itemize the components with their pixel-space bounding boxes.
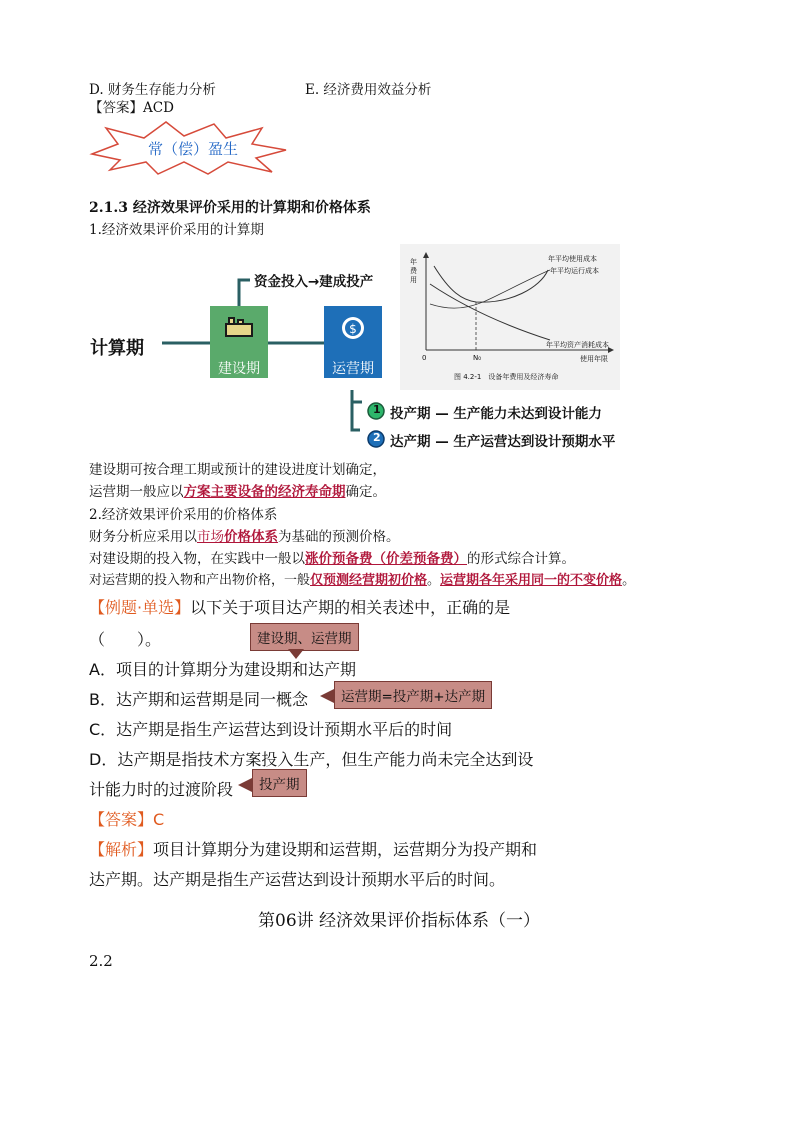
para-5: 对运营期的投入物和产出物价格，一般仅预测经营期初价格。运营期各年采用同一的不变价格。	[89, 573, 636, 588]
subheading-1: 1.经济效果评价采用的计算期	[89, 222, 264, 238]
para-2: 运营期一般应以方案主要设备的经济寿命期确定。	[89, 484, 386, 500]
answer-line: 【答案】ACD	[89, 100, 174, 116]
next-section: 2.2	[89, 952, 113, 970]
invest-label: 资金投入→建成投产	[254, 274, 374, 290]
badge-1-number: 1	[373, 403, 381, 416]
lecture-title: 第06讲 经济效果评价指标体系（一）	[258, 911, 541, 931]
question-stem: 【例题·单选】以下关于项目达产期的相关表述中，正确的是	[89, 598, 511, 617]
para-3: 财务分析应采用以市场价格体系为基础的预测价格。	[89, 529, 400, 545]
note-d-callout: 投产期	[252, 769, 307, 797]
note-b-tail	[320, 689, 334, 703]
cost-life-graph: 年费用 0 N₀ 使用年限 年平均使用成本 年平均运行成本 年平均资产消耗成本 图 4.2-1 设备年费用及经济寿命	[400, 244, 620, 390]
badge-starburst	[88, 120, 288, 176]
question-answer: 【答案】C	[89, 810, 165, 829]
option-d: D. 财务生存能力分析	[89, 82, 216, 98]
option-a: A．项目的计算期分为建设期和达产期	[89, 660, 356, 679]
note-a-callout: 建设期、运营期	[250, 623, 359, 651]
note-d-tail	[238, 778, 252, 792]
option-e: E. 经济费用效益分析	[305, 82, 432, 98]
subheading-2: 2.经济效果评价采用的价格体系	[89, 507, 278, 523]
note-a-tail	[288, 649, 304, 659]
para-1: 建设期可按合理工期或预计的建设进度计划确定，	[89, 462, 386, 478]
option-b: B．达产期和运营期是同一概念	[89, 690, 308, 709]
item-1-text: 投产期 — 生产能力未达到设计能力	[390, 406, 602, 422]
dollar-icon	[342, 317, 364, 339]
note-b-callout: 运营期=投产期+达产期	[334, 681, 492, 709]
svg-text:$: $	[349, 322, 357, 336]
para-4: 对建设期的投入物，在实践中一般以涨价预备费（价差预备费）的形式综合计算。	[89, 551, 575, 567]
operation-label: 运营期	[332, 361, 374, 377]
badge-text: 常（偿）盈生	[148, 140, 239, 158]
option-d-text-1: D．达产期是指技术方案投入生产，但生产能力尚未完全达到设	[89, 750, 534, 769]
analysis-1: 【解析】项目计算期分为建设期和运营期，运营期分为投产期和	[89, 840, 538, 859]
badge-2-number: 2	[373, 431, 381, 444]
option-c: C．达产期是指生产运营达到设计预期水平后的时间	[89, 720, 453, 739]
analysis-2: 达产期。达产期是指生产运营达到设计预期水平后的时间。	[89, 870, 506, 889]
option-d-text-2: 计能力时的过渡阶段	[89, 780, 234, 799]
construction-label: 建设期	[218, 361, 260, 377]
question-blank: （ ）。	[89, 630, 162, 649]
diagram-main-label: 计算期	[90, 338, 144, 359]
item-2-text: 达产期 — 生产运营达到设计预期水平	[390, 434, 616, 450]
section-heading: 2.1.3 经济效果评价采用的计算期和价格体系	[89, 200, 371, 216]
